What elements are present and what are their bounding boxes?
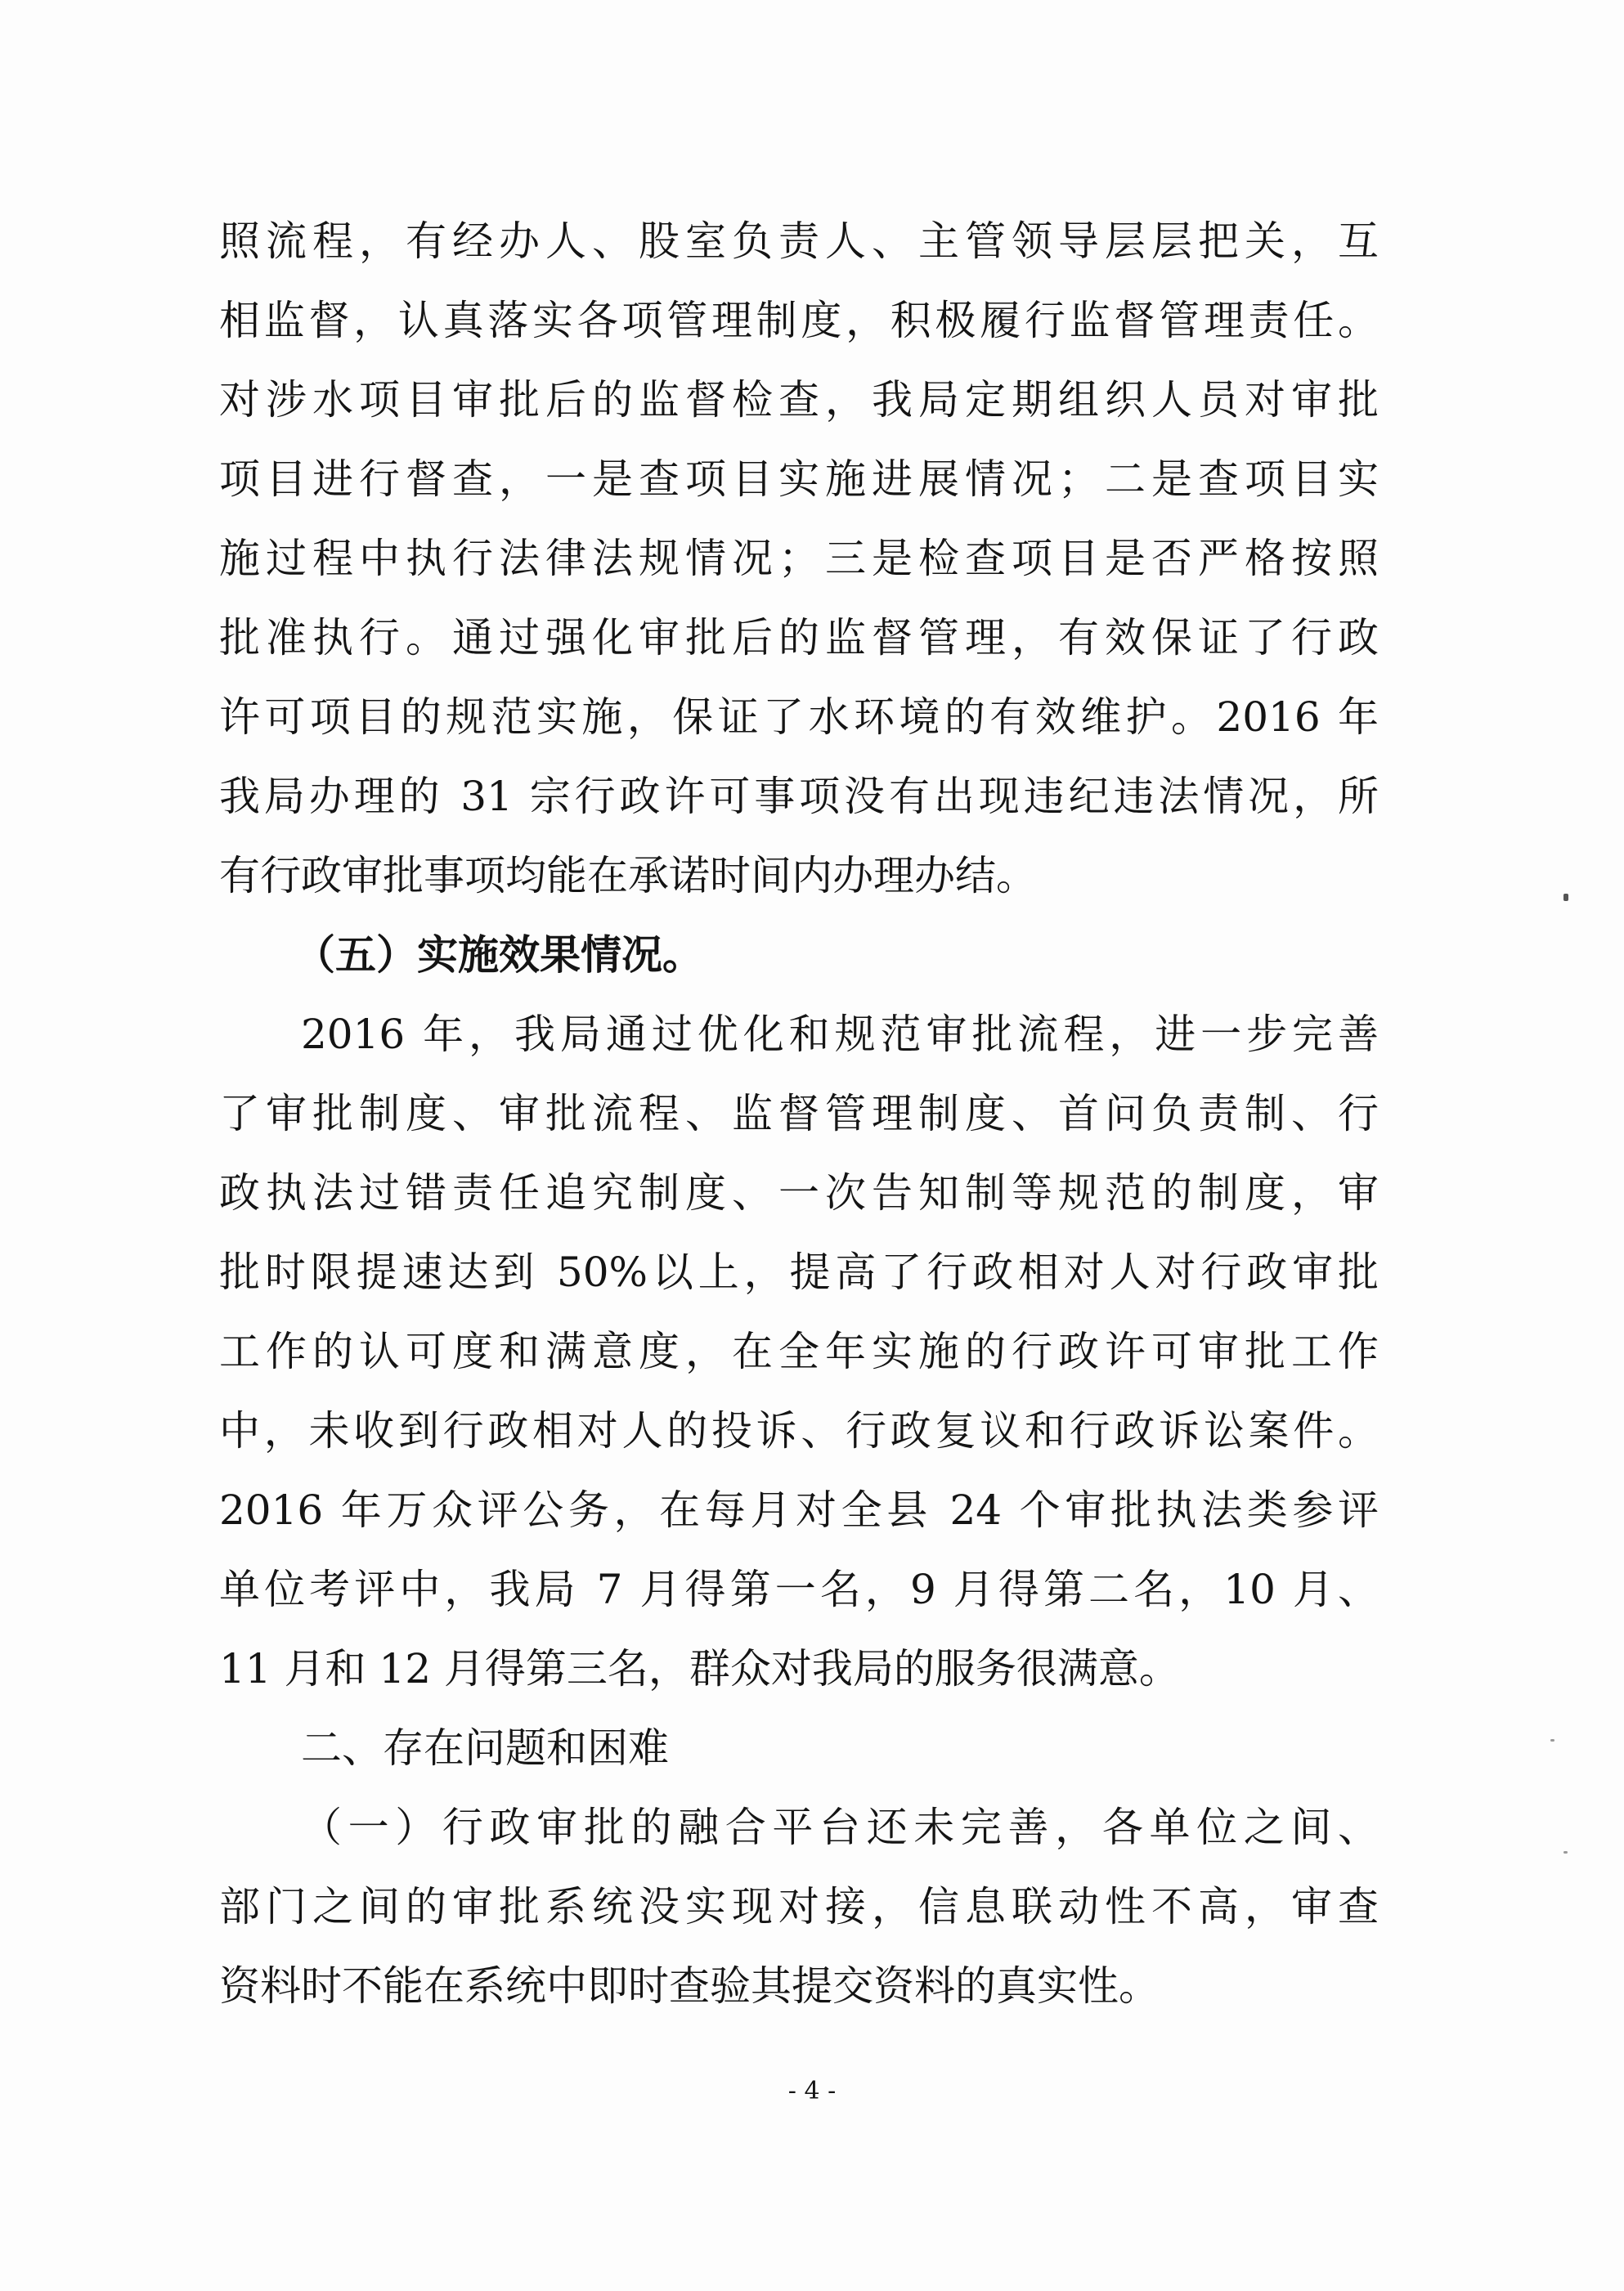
scan-speck xyxy=(1550,1739,1554,1742)
paragraph-line: （一）行政审批的融合平台还未完善，各单位之间、 xyxy=(301,1804,1379,1851)
section-heading: （五）实施效果情况。 xyxy=(294,931,703,979)
paragraph-line: 施过程中执行法律法规情况；三是检查项目是否严格按照 xyxy=(219,535,1379,582)
paragraph-line: 2016 年，我局通过优化和规范审批流程，进一步完善 xyxy=(301,1011,1379,1058)
paragraph-line: 项目进行督查，一是查项目实施进展情况；二是查项目实 xyxy=(219,455,1379,503)
paragraph-line: 政执法过错责任追究制度、一次告知制等规范的制度，审 xyxy=(219,1169,1379,1217)
paragraph-line: 部门之间的审批系统没实现对接，信息联动性不高，审查 xyxy=(219,1883,1379,1930)
page-number: - 4 - xyxy=(787,2077,837,2105)
paragraph-line: 中，未收到行政相对人的投诉、行政复议和行政诉讼案件。 xyxy=(219,1407,1379,1455)
paragraph-line: 工作的认可度和满意度，在全年实施的行政许可审批工作 xyxy=(219,1328,1379,1375)
paragraph-line: 对涉水项目审批后的监督检查，我局定期组织人员对审批 xyxy=(219,376,1379,424)
paragraph-line: 批时限提速达到 50%以上，提高了行政相对人对行政审批 xyxy=(219,1249,1379,1296)
section-heading: 二、存在问题和困难 xyxy=(301,1724,669,1772)
paragraph-line: 了审批制度、审批流程、监督管理制度、首问负责制、行 xyxy=(219,1090,1379,1137)
scan-speck xyxy=(1563,894,1568,901)
paragraph-line: 有行政审批事项均能在承诺时间内办理办结。 xyxy=(219,852,1037,899)
paragraph-line: 许可项目的规范实施，保证了水环境的有效维护。2016 年 xyxy=(219,693,1379,741)
paragraph-line: 11 月和 12 月得第三名，群众对我局的服务很满意。 xyxy=(219,1645,1180,1692)
paragraph-line: 相监督，认真落实各项管理制度，积极履行监督管理责任。 xyxy=(219,297,1379,344)
paragraph-line: 批准执行。通过强化审批后的监督管理，有效保证了行政 xyxy=(219,614,1379,661)
paragraph-line: 我局办理的 31 宗行政许可事项没有出现违纪违法情况，所 xyxy=(219,773,1379,820)
paragraph-line: 资料时不能在系统中即时查验其提交资料的真实性。 xyxy=(219,1962,1160,2010)
paragraph-line: 照流程，有经办人、股室负责人、主管领导层层把关，互 xyxy=(219,217,1379,265)
paragraph-line: 单位考评中，我局 7 月得第一名，9 月得第二名，10 月、 xyxy=(219,1566,1379,1613)
scan-speck xyxy=(1563,1851,1568,1854)
paragraph-line: 2016 年万众评公务，在每月对全县 24 个审批执法类参评 xyxy=(219,1486,1379,1534)
